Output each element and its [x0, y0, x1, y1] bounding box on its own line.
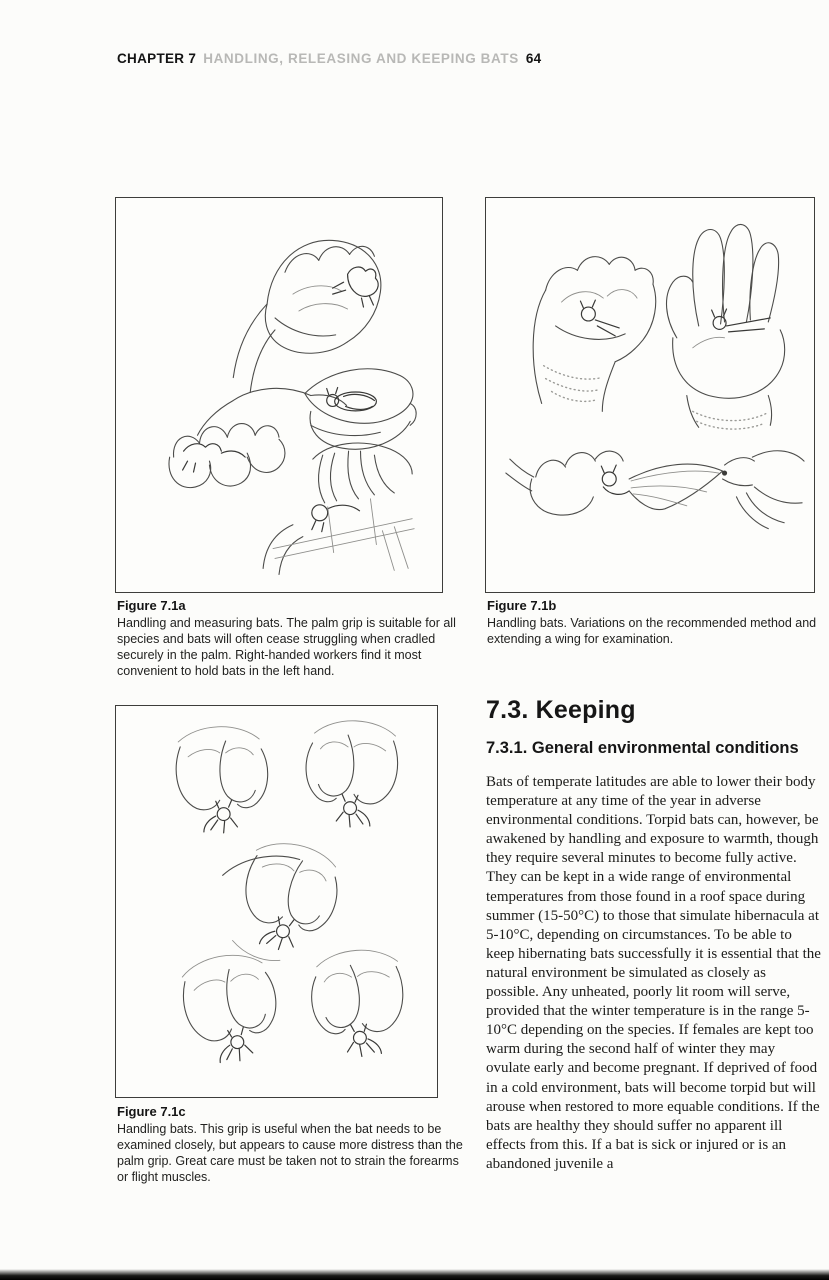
- figure-7-1a-box: [115, 197, 443, 593]
- figure-7-1c-box: [115, 705, 438, 1098]
- figure-7-1b-caption-text: Handling bats. Variations on the recommended method and extending a wing for examination.: [487, 616, 817, 646]
- section-keeping: [486, 696, 822, 1174]
- hands-holding-bat-illustration-b: [486, 198, 814, 592]
- running-header: [117, 51, 541, 66]
- section-subheading: 7.3.1. General environmental conditions: [486, 739, 799, 757]
- section-heading: 7.3. Keeping: [486, 696, 636, 724]
- chapter-label: CHAPTER 7: [117, 51, 197, 66]
- page-number: 64: [525, 51, 542, 66]
- hands-holding-bat-illustration-a: [116, 198, 442, 592]
- page-bottom-scan-shadow: [0, 1269, 829, 1280]
- figure-7-1c-caption-text: Handling bats. This grip is useful when the bat needs to be examined closely, but appears to cause more distress than the palm grip. Great care must be taken not to strain the forearms or flight muscles.: [117, 1122, 463, 1184]
- figure-7-1a-caption: [117, 598, 465, 679]
- chapter-title: HANDLING, RELEASING AND KEEPING BATS: [203, 51, 519, 66]
- figure-7-1a-label: Figure 7.1a: [117, 598, 186, 613]
- figure-7-1a-caption-text: Handling and measuring bats. The palm grip is suitable for all species and bats will often cease struggling when cradled securely in the palm. Right-handed workers find it most convenient to hold bats in the left hand.: [117, 616, 456, 678]
- section-body-paragraph: Bats of temperate latitudes are able to lower their body temperature at any time of the year in adverse environmental conditions. Torpid bats can, however, be awakened by handling and exposure to warmth, though they require several minutes to become fully active. They can be kept in a wide range of environmental temperatures from those found in a roof space during summer (15-50°C) to those that simulate hibernacula at 5-10°C, depending on circumstances. To be able to keep hibernating bats successfully it is essential that the natural environment be simulated as closely as possible. Any unheated, poorly lit room will serve, provided that the winter temperature is in the range 5-10°C depending on the species. If females are kept too warm during the second half of winter they may ovulate early and become pregnant. If deprived of food in a cold environment, bats will become torpid but will arouse when restored to more equable conditions. If the bats are healthy they should suffer no apparent ill effects from this. If a bat is sick or injured or is an abandoned juvenile a: [486, 774, 821, 1172]
- figure-7-1c-label: Figure 7.1c: [117, 1104, 186, 1119]
- figure-7-1b-caption: [487, 598, 821, 647]
- figure-7-1b-box: [485, 197, 815, 593]
- figure-7-1c-caption: [117, 1104, 465, 1185]
- hands-holding-bat-illustration-c: [116, 706, 437, 1097]
- figure-7-1b-label: Figure 7.1b: [487, 598, 557, 613]
